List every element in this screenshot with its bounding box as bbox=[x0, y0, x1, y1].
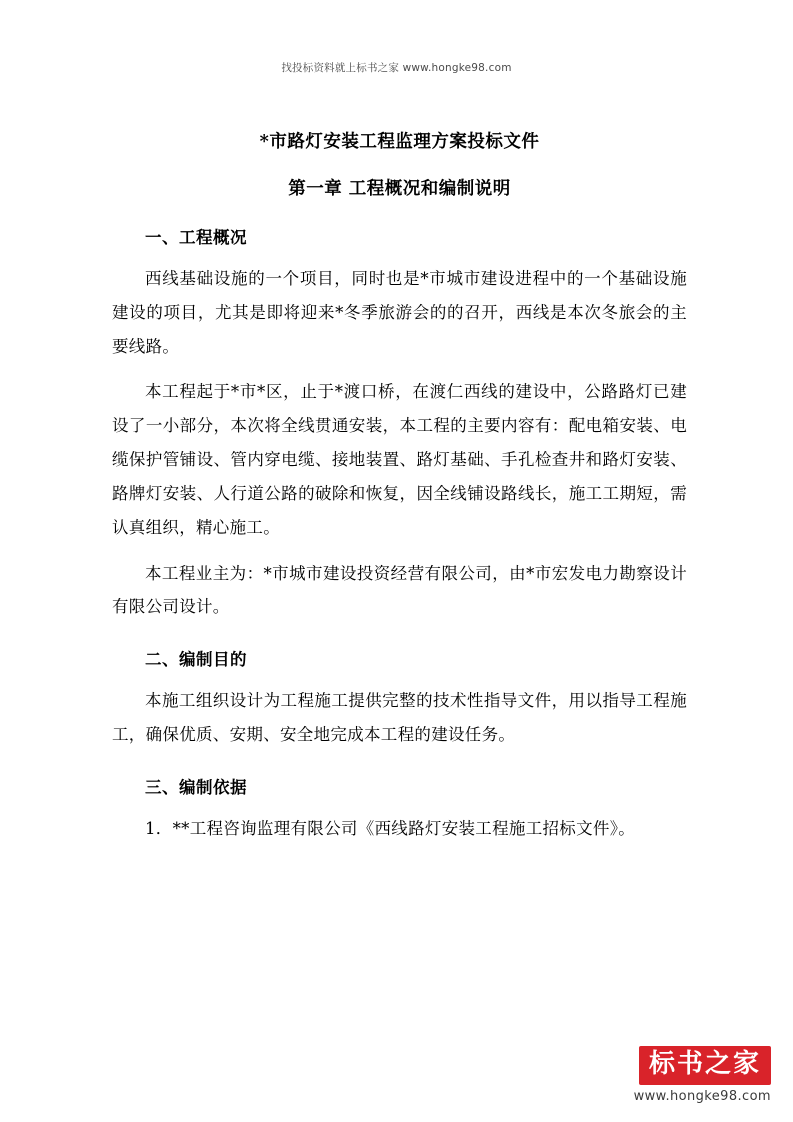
footer-logo bbox=[541, 1046, 771, 1104]
paragraph: 本工程业主为：*市城市建设投资经营有限公司，由*市宏发电力勘察设计有限公司设计。 bbox=[112, 563, 687, 617]
chapter-title: 第一章 工程概况和编制说明 bbox=[288, 179, 511, 199]
paragraph: 本工程起于*市*区，止于*渡口桥，在渡仁西线的建设中，公路路灯已建设了一小部分，本次将全线贯通安装，本工程的主要内容有：配电箱安装、电缆保护管铺设、管内穿电缆、接地装置、路灯基础、手孔检查井和路灯安装、路牌灯安装、人行道公路的破除和恢复，因全线铺设路线长，施工工期短，需认真组织，精心施工。 bbox=[112, 382, 687, 537]
paragraph: 1．**工程咨询监理有限公司《西线路灯安装工程施工招标文件》。 bbox=[145, 818, 636, 838]
top-watermark: 找投标资料就上标书之家 www.hongke98.com bbox=[281, 62, 512, 74]
paragraph: 西线基础设施的一个项目，同时也是*市城市建设进程中的一个基础设施建设的项目，尤其是即将迎来*冬季旅游会的的召开，西线是本次冬旅会的主要线路。 bbox=[112, 269, 687, 356]
document-body bbox=[112, 128, 687, 852]
section-heading-2: 二、编制目的 bbox=[145, 650, 247, 670]
paragraph: 本施工组织设计为工程施工提供完整的技术性指导文件，用以指导工程施工，确保优质、安期、安全地完成本工程的建设任务。 bbox=[112, 691, 687, 744]
section-heading-1: 一、工程概况 bbox=[145, 228, 247, 247]
logo-badge: 标书之家 bbox=[639, 1046, 771, 1085]
logo-url: www.hongke98.com bbox=[633, 1089, 771, 1104]
section-heading-3: 三、编制依据 bbox=[145, 777, 247, 797]
page-title: *市路灯安装工程监理方案投标文件 bbox=[259, 132, 540, 152]
